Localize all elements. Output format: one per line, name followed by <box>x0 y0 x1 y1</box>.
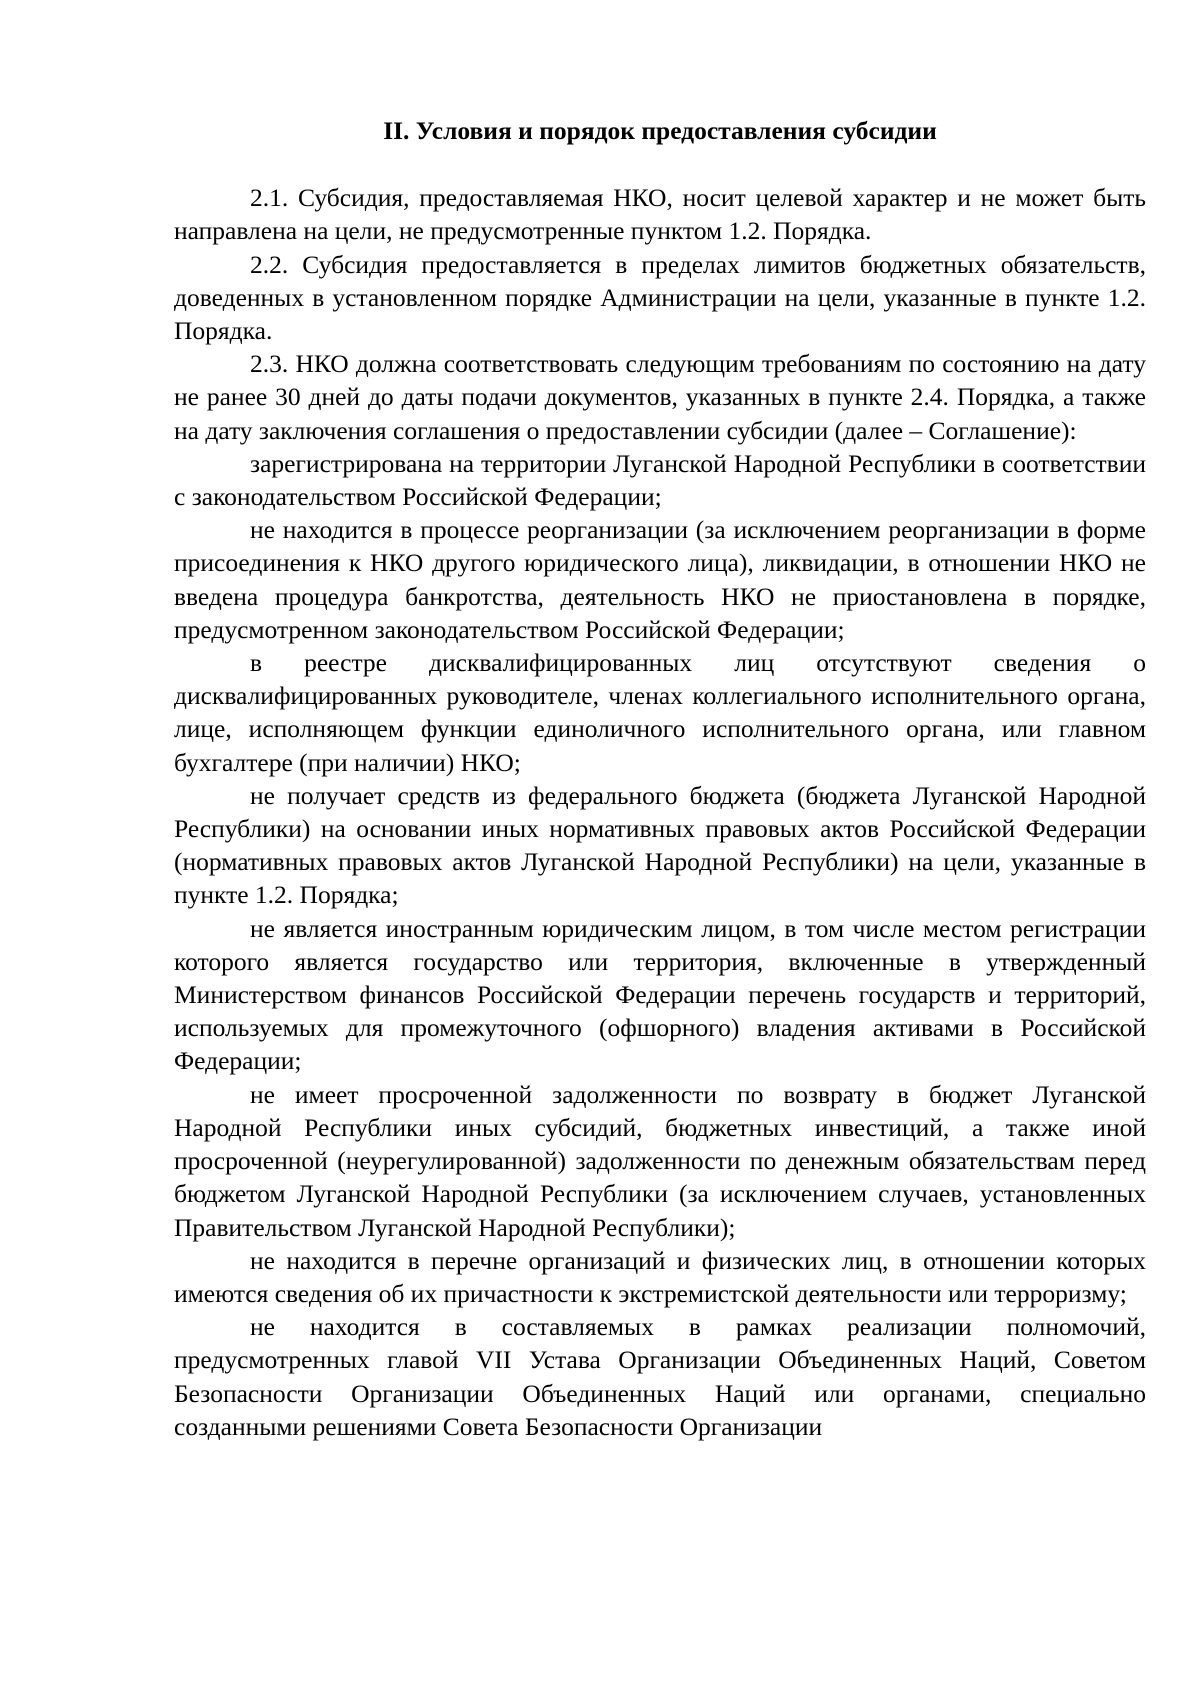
requirement-no-disqualified-persons: в реестре дисквалифицированных лиц отсутствуют сведения о дисквалифицированных руководителе, членах коллегиального исполнительного органа, лице, исполняющем функции единоличного исполнительного органа, или главном бухгалтере (при наличии) НКО; <box>174 648 1146 777</box>
paragraph-2-3: 2.3. НКО должна соответствовать следующим требованиям по состоянию на дату не ранее 30 дней до даты подачи документов, указанных в пункте 2.4. Порядка, а также на дату заключения соглашения о предоставлении субсидии (далее – Соглашение): <box>174 349 1146 445</box>
paragraph-2-2: 2.2. Субсидия предоставляется в пределах лимитов бюджетных обязательств, доведенных в установленном порядке Администрации на цели, указанные в пункте 1.2. Порядка. <box>174 249 1146 346</box>
requirement-registration: зарегистрирована на территории Луганской Народной Республики в соответствии с законодательством Российской Федерации; <box>174 448 1146 512</box>
requirement-not-extremist-list: не находится в перечне организаций и физических лиц, в отношении которых имеются сведения об их причастности к экстремистской деятельности или терроризму; <box>174 1245 1146 1308</box>
requirement-no-debt: не имеет просроченной задолженности по возврату в бюджет Луганской Народной Республики иных субсидий, бюджетных инвестиций, а также иной просроченной (неурегулированной) задолженности по денежным обязательствам перед бюджетом Луганской Народной Республики (за исключением случаев, установленных Правительством Луганской Народной Республики); <box>174 1079 1146 1242</box>
requirement-not-un-sanctions-list: не находится в составляемых в рамках реализации полномочий, предусмотренных главой VII Устава Организации Объединенных Наций, Советом Безопасности Организации Объединенных Наций или органами, специально созданными решениями Совета Безопасности Организации <box>174 1312 1146 1441</box>
document-body <box>174 114 1146 1443</box>
requirement-no-reorganization: не находится в процессе реорганизации (за исключением реорганизации в форме присоединения к НКО другого юридического лица), ликвидации, в отношении НКО не введена процедура банкротства, деятельность НКО не приостановлена в порядке, предусмотренном законодательством Российской Федерации; <box>174 515 1146 644</box>
section-title: II. Условия и порядок предоставления субсидии <box>383 116 937 145</box>
requirement-not-foreign-entity: не является иностранным юридическим лицом, в том числе местом регистрации которого является государство или территория, включенные в утвержденный Министерством финансов Российской Федерации перечень государств и территорий, используемых для промежуточного (офшорного) владения активами в Российской Федерации; <box>174 913 1146 1076</box>
paragraph-2-1: 2.1. Субсидия, предоставляемая НКО, носит целевой характер и не может быть направлена на цели, не предусмотренные пунктом 1.2. Порядка. <box>174 183 1146 246</box>
requirement-no-other-funding: не получает средств из федерального бюджета (бюджета Луганской Народной Республики) на основании иных нормативных правовых актов Российской Федерации (нормативных правовых актов Луганской Народной Республики) на цели, указанные в пункте 1.2. Порядка; <box>174 780 1146 910</box>
